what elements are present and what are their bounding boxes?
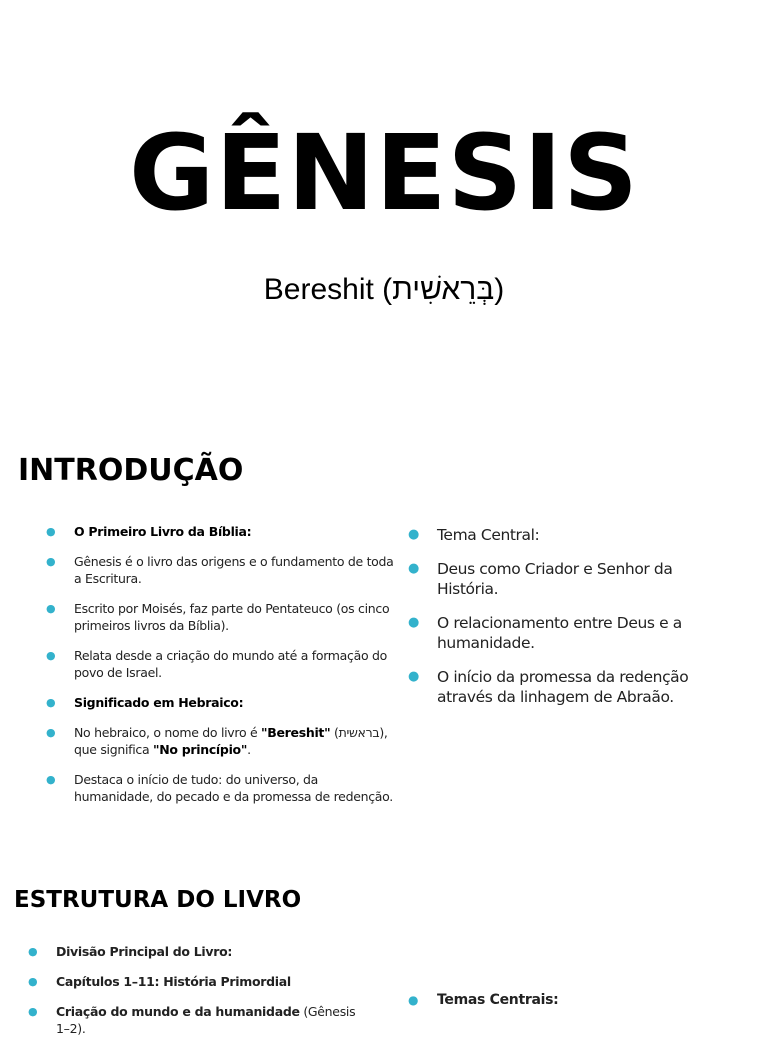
meaning-emphasis: "No princípio" xyxy=(153,742,248,757)
introduction-left-list xyxy=(46,523,396,818)
book-subtitle: Bereshit (בְּרֵאשִׁית) xyxy=(263,273,505,306)
list-item xyxy=(46,647,396,681)
introduction-right-list xyxy=(408,525,708,721)
book-title: GÊNESIS xyxy=(129,112,639,234)
list-item xyxy=(46,771,396,805)
bullet-icon: ● xyxy=(46,773,56,786)
list-item-text: Capítulos 1–11: História Primordial xyxy=(56,974,291,989)
bullet-icon: ● xyxy=(28,1005,38,1018)
structure-heading: ESTRUTURA DO LIVRO xyxy=(14,887,302,913)
list-item xyxy=(408,525,708,545)
list-item-text: Tema Central: xyxy=(437,526,540,544)
bullet-icon: ● xyxy=(28,945,38,958)
list-item xyxy=(46,523,396,540)
list-item-text: Gênesis é o livro das origens e o fundamento de toda a Escritura. xyxy=(74,554,394,586)
list-item xyxy=(408,667,708,707)
list-item-text: Significado em Hebraico: xyxy=(74,695,244,710)
list-item-text-part: No hebraico, o nome do livro é xyxy=(74,725,262,740)
list-item-text-part: (בראשית), que significa xyxy=(74,725,388,757)
list-item xyxy=(28,943,368,960)
bullet-icon: ● xyxy=(408,669,419,684)
list-item-text-part: . xyxy=(247,742,251,757)
list-item-reference: (Gênesis 1–2). xyxy=(56,1004,356,1036)
bullet-icon: ● xyxy=(28,975,38,988)
list-item xyxy=(28,973,368,990)
structure-right-list xyxy=(408,991,708,1009)
bullet-icon: ● xyxy=(46,696,56,709)
bullet-icon: ● xyxy=(46,649,56,662)
list-item xyxy=(408,991,708,1009)
list-item-text-part: Criação do mundo e da humanidade xyxy=(56,1004,300,1019)
bullet-icon: ● xyxy=(408,615,419,630)
list-item xyxy=(408,559,708,599)
list-item-text: O início da promessa da redenção através da linhagem de Abraão. xyxy=(437,668,689,706)
list-item-text: Escrito por Moisés, faz parte do Pentateuco (os cinco primeiros livros da Bíblia). xyxy=(74,601,390,633)
introduction-heading: INTRODUÇÃO xyxy=(18,453,244,488)
list-item-text: Temas Centrais: xyxy=(437,992,559,1008)
list-item xyxy=(46,553,396,587)
list-item xyxy=(46,694,396,711)
bullet-icon: ● xyxy=(46,726,56,739)
bullet-icon: ● xyxy=(46,602,56,615)
bullet-icon: ● xyxy=(408,993,419,1007)
bullet-icon: ● xyxy=(46,555,56,568)
hebrew-name-emphasis: "Bereshit" xyxy=(261,725,331,740)
list-item xyxy=(408,613,708,653)
list-item-text: O relacionamento entre Deus e a humanidade. xyxy=(437,614,682,652)
list-item-text: Deus como Criador e Senhor da História. xyxy=(437,560,673,598)
list-item xyxy=(28,1003,368,1037)
list-item-text: Divisão Principal do Livro: xyxy=(56,944,233,959)
list-item-text: O Primeiro Livro da Bíblia: xyxy=(74,524,252,539)
list-item xyxy=(46,600,396,634)
structure-left-list xyxy=(28,943,368,1050)
bullet-icon: ● xyxy=(408,561,419,576)
bullet-icon: ● xyxy=(46,525,56,538)
list-item-text: Destaca o início de tudo: do universo, da humanidade, do pecado e da promessa de redenção. xyxy=(74,772,393,804)
list-item xyxy=(46,724,396,758)
bullet-icon: ● xyxy=(408,527,419,542)
list-item-text: Relata desde a criação do mundo até a formação do povo de Israel. xyxy=(74,648,387,680)
